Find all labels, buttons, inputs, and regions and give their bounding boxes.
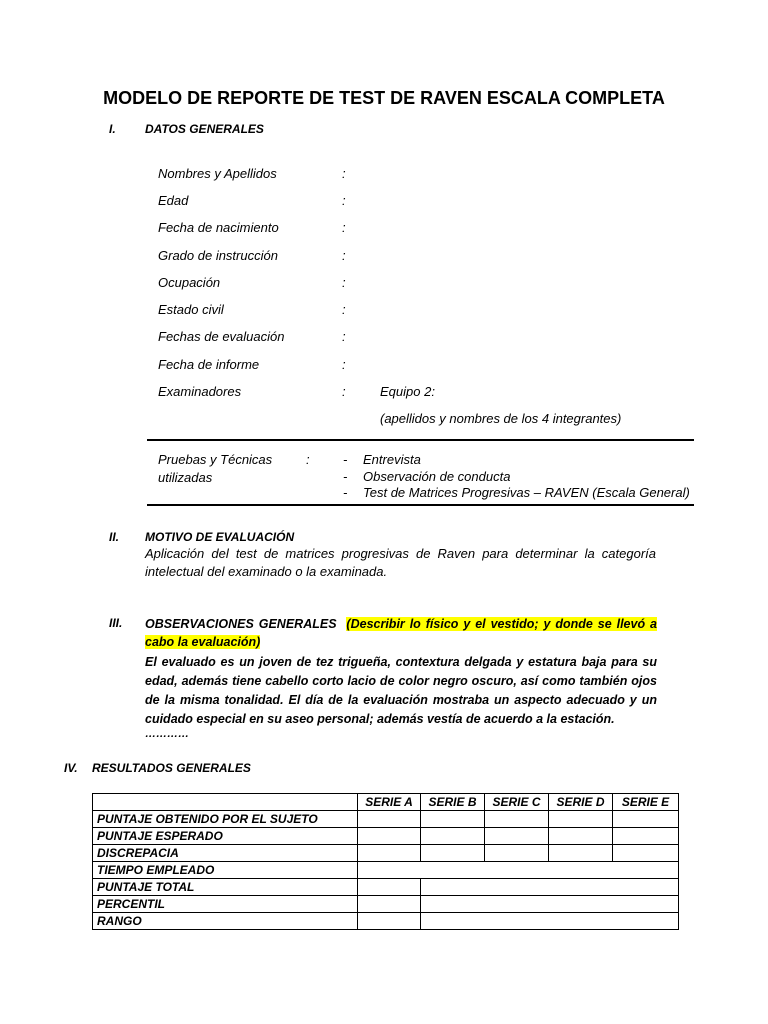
- section-4-heading: RESULTADOS GENERALES: [92, 761, 251, 775]
- column-header-serie-a: SERIE A: [358, 794, 421, 811]
- divider-top: [147, 439, 694, 441]
- field-colon: :: [342, 357, 346, 372]
- field-label-examiners: Examinadores: [158, 384, 242, 399]
- column-header-serie-c: SERIE C: [485, 794, 549, 811]
- table-header-row: [93, 794, 679, 811]
- tests-label-line1: Pruebas y Técnicas: [158, 452, 273, 467]
- table-cell: [421, 896, 679, 913]
- observations-text: El evaluado es un joven de tez trigueña, contextura delgada y estatura baja para su edad, además tiene cabello corto lacio de color negro oscuro, así como también ojos de la misma tonalidad. El día de la evaluación mostraba un aspecto adecuado y un cuidado especial en su aseo personal; además vestía de acuerdo a la estación.: [145, 655, 657, 726]
- table-cell: [485, 828, 549, 845]
- table-row: [93, 896, 679, 913]
- table-cell: [421, 845, 485, 862]
- section-2-number: II.: [109, 530, 120, 544]
- table-cell: [93, 794, 358, 811]
- table-cell: [358, 913, 421, 930]
- list-bullet: -: [343, 485, 348, 500]
- table-row: [93, 811, 679, 828]
- field-colon: :: [342, 275, 346, 290]
- section-3-heading: OBSERVACIONES GENERALES: [145, 617, 337, 631]
- table-cell: [485, 811, 549, 828]
- table-cell: [549, 828, 613, 845]
- table-cell: [358, 896, 421, 913]
- row-label: TIEMPO EMPLEADO: [93, 862, 358, 879]
- field-label-civil-status: Estado civil: [158, 302, 224, 317]
- table-cell: [421, 913, 679, 930]
- field-label-age: Edad: [158, 193, 189, 208]
- table-cell: [549, 845, 613, 862]
- section-2-heading: MOTIVO DE EVALUACIÓN: [145, 530, 295, 544]
- table-cell: [421, 828, 485, 845]
- column-header-serie-e: SERIE E: [613, 794, 679, 811]
- field-colon: :: [342, 166, 346, 181]
- row-label: PUNTAJE TOTAL: [93, 879, 358, 896]
- table-cell: [485, 845, 549, 862]
- list-item: Test de Matrices Progresivas – RAVEN (Escala General): [363, 485, 690, 500]
- row-label: PUNTAJE OBTENIDO POR EL SUJETO: [93, 811, 358, 828]
- observations-ellipsis: …………: [145, 728, 189, 740]
- section-3-header: [145, 615, 657, 651]
- section-1-number: I.: [109, 122, 116, 136]
- tests-colon: :: [306, 452, 310, 467]
- table-cell: [613, 811, 679, 828]
- field-colon: :: [342, 248, 346, 263]
- table-row: [93, 845, 679, 862]
- table-cell: [358, 879, 421, 896]
- field-label-education: Grado de instrucción: [158, 248, 278, 263]
- results-table: [92, 793, 679, 930]
- field-colon: :: [342, 384, 346, 399]
- table-cell: [358, 845, 421, 862]
- list-item: Observación de conducta: [363, 469, 511, 484]
- list-bullet: -: [343, 452, 348, 467]
- list-bullet: -: [343, 469, 348, 484]
- section-4-number: IV.: [64, 761, 78, 775]
- field-label-occupation: Ocupación: [158, 275, 221, 290]
- document-title: MODELO DE REPORTE DE TEST DE RAVEN ESCALA COMPLETA: [103, 88, 665, 108]
- column-header-serie-d: SERIE D: [549, 794, 613, 811]
- table-cell: [358, 862, 679, 879]
- column-header-serie-b: SERIE B: [421, 794, 485, 811]
- field-colon: :: [342, 302, 346, 317]
- row-label: PUNTAJE ESPERADO: [93, 828, 358, 845]
- evaluation-reason-text: Aplicación del test de matrices progresivas de Raven para determinar la categoría intelectual del examinado o la examinada.: [145, 546, 656, 579]
- table-row: [93, 828, 679, 845]
- field-colon: :: [342, 193, 346, 208]
- field-colon: :: [342, 220, 346, 235]
- divider-bottom: [147, 504, 694, 506]
- field-label-name: Nombres y Apellidos: [158, 166, 277, 181]
- section-1-heading: DATOS GENERALES: [145, 122, 264, 136]
- list-item: Entrevista: [363, 452, 421, 467]
- examiners-value: Equipo 2:: [380, 384, 435, 399]
- table-row: [93, 862, 679, 879]
- table-row: [93, 879, 679, 896]
- row-label: DISCREPACIA: [93, 845, 358, 862]
- section-3-number: III.: [109, 616, 123, 630]
- field-label-report-date: Fecha de informe: [158, 357, 260, 372]
- field-colon: :: [342, 329, 346, 344]
- row-label: PERCENTIL: [93, 896, 358, 913]
- table-cell: [358, 811, 421, 828]
- table-cell: [549, 811, 613, 828]
- table-cell: [421, 811, 485, 828]
- tests-label-line2: utilizadas: [158, 470, 213, 485]
- field-label-birthdate: Fecha de nacimiento: [158, 220, 279, 235]
- table-cell: [358, 828, 421, 845]
- table-cell: [613, 828, 679, 845]
- table-row: [93, 913, 679, 930]
- examiners-note: (apellidos y nombres de los 4 integrantes): [380, 411, 622, 426]
- field-label-evaluation-dates: Fechas de evaluación: [158, 329, 285, 344]
- table-cell: [421, 879, 679, 896]
- row-label: RANGO: [93, 913, 358, 930]
- highlighted-instruction: (Describir lo físico y el vestido; y donde se llevó a cabo la evaluación): [145, 617, 657, 649]
- table-cell: [613, 845, 679, 862]
